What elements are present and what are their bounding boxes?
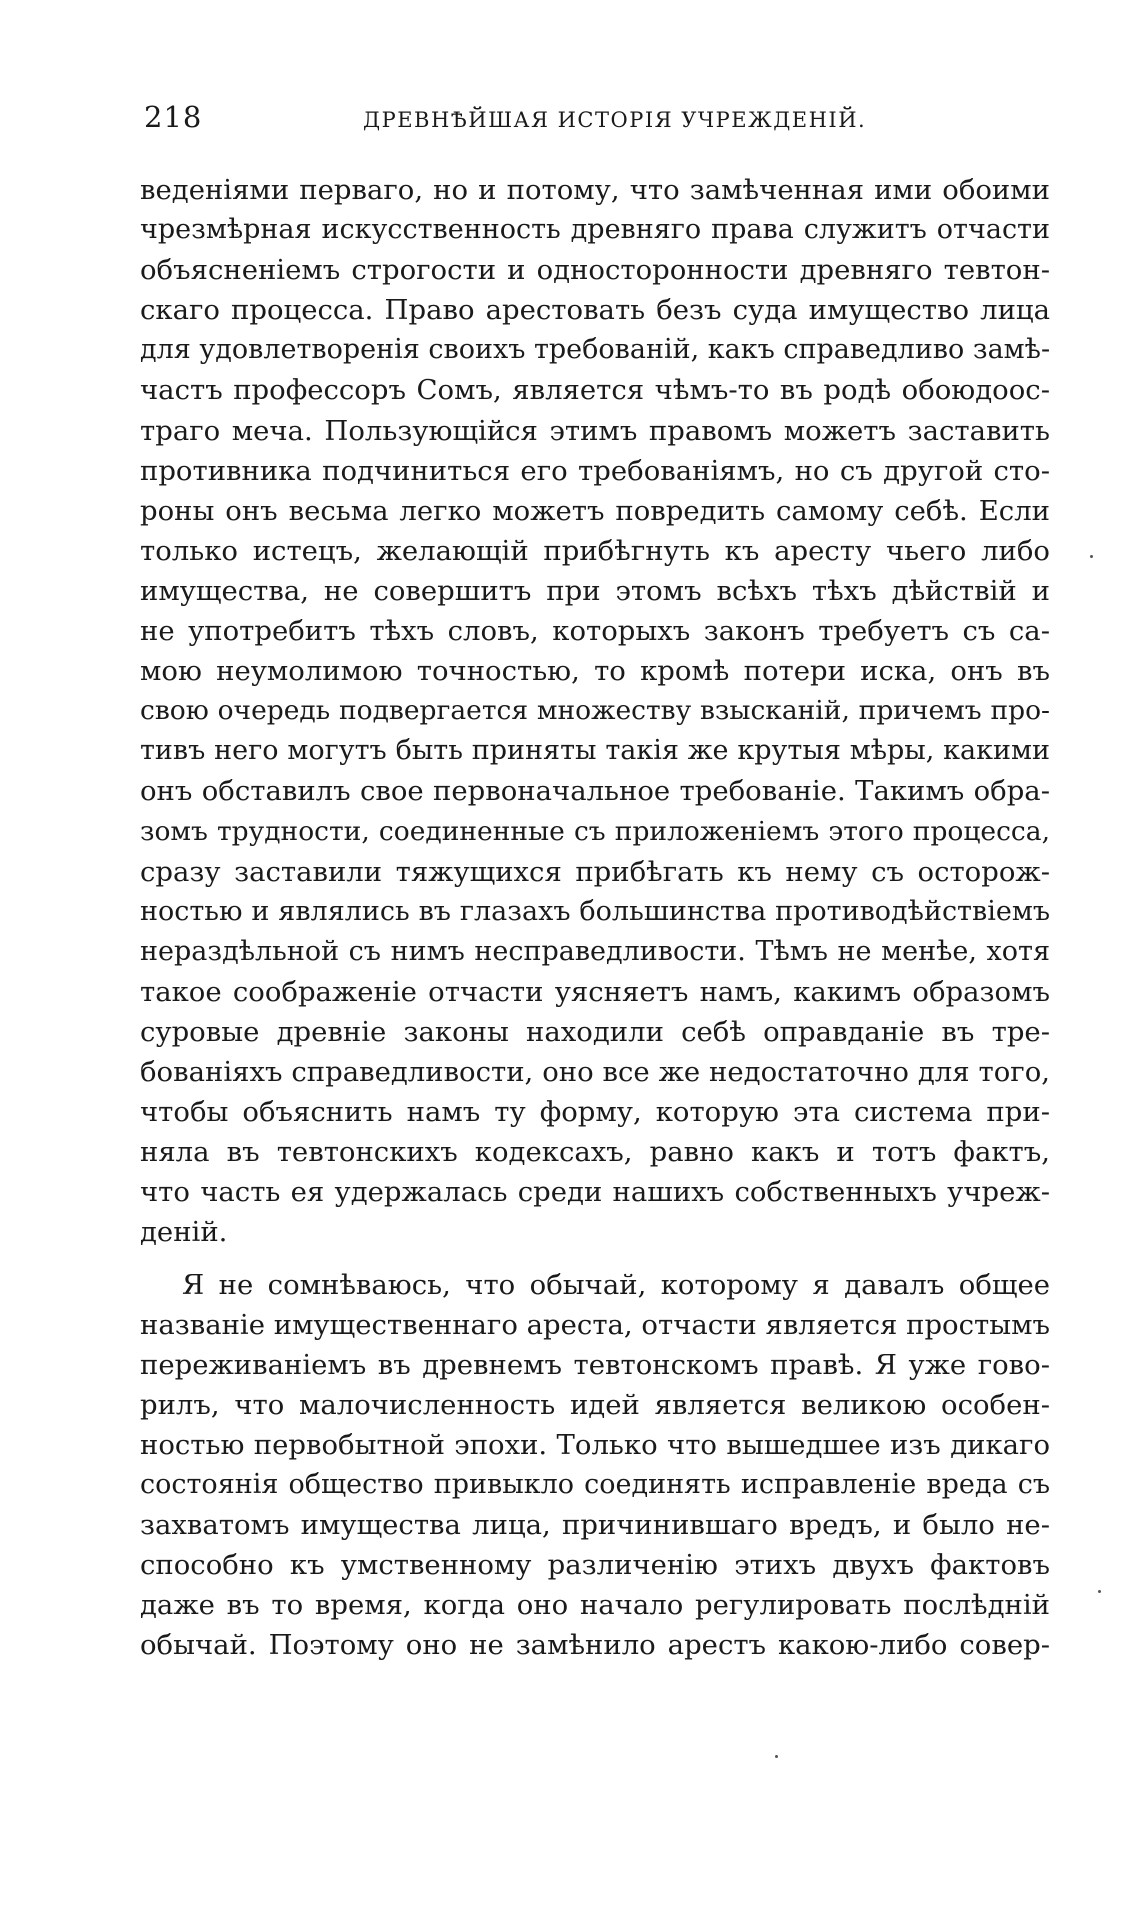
text-line: имущества, не совершитъ при этомъ всѣхъ тѣхъ дѣйствій и bbox=[140, 574, 1050, 607]
text-line: рилъ, что малочисленность идей является великою особен- bbox=[140, 1388, 1050, 1421]
text-line: свою очередь подвергается множеству взысканій, причемъ про- bbox=[140, 695, 1050, 727]
text-line: захватомъ имущества лица, причинившаго вредъ, и было не- bbox=[140, 1509, 1050, 1542]
text-line: бованіяхъ справедливости, оно все же недостаточно для того, bbox=[140, 1056, 1050, 1089]
text-line: сразу заставили тяжущихся прибѣгать къ нему съ осторож- bbox=[140, 855, 1050, 888]
running-title: ДРЕВНѢЙШАЯ ИСТОРІЯ УЧРЕЖДЕНІЙ. bbox=[363, 108, 867, 132]
text-line: объясненіемъ строгости и односторонности древняго тевтон- bbox=[140, 254, 1050, 287]
text-line: суровые древніе законы находили себѣ оправданіе въ тре- bbox=[140, 1015, 1050, 1048]
text-line: названіе имущественнаго ареста, отчасти является простымъ bbox=[140, 1308, 1050, 1341]
page-header bbox=[140, 100, 1050, 140]
paragraph-1 bbox=[140, 170, 1050, 1253]
text-line: способно къ умственному различенію этихъ двухъ фактовъ bbox=[140, 1549, 1050, 1582]
text-line: деній. bbox=[140, 1216, 228, 1249]
text-line: чтобы объяснить намъ ту форму, которую эта система при- bbox=[140, 1096, 1050, 1129]
print-speck bbox=[1098, 1590, 1101, 1593]
text-line: онъ обставилъ свое первоначальное требованіе. Такимъ обра- bbox=[140, 775, 1050, 808]
text-line: обычай. Поэтому оно не замѣнило арестъ какою-либо совер- bbox=[140, 1629, 1050, 1662]
paragraph-2 bbox=[140, 1265, 1050, 1666]
page-number: 218 bbox=[144, 100, 203, 134]
text-line: только истецъ, желающій прибѣгнуть къ аресту чьего либо bbox=[140, 534, 1050, 567]
text-line: нераздѣльной съ нимъ несправедливости. Тѣмъ не менѣе, хотя bbox=[140, 935, 1050, 967]
text-line: няла въ тевтонскихъ кодексахъ, равно какъ и тотъ фактъ, bbox=[140, 1136, 1050, 1169]
text-line: состоянія общество привыкло соединять исправленіе вреда съ bbox=[140, 1469, 1050, 1500]
print-speck bbox=[775, 1755, 778, 1758]
text-line: такое соображеніе отчасти уясняетъ намъ, какимъ образомъ bbox=[140, 975, 1050, 1008]
paragraph-gap bbox=[140, 1253, 1050, 1265]
text-line: тивъ него могутъ быть приняты такія же крутыя мѣры, какими bbox=[140, 735, 1050, 767]
text-line: ностью первобытной эпохи. Только что вышедшее изъ дикаго bbox=[140, 1428, 1050, 1461]
text-line: противника подчиниться его требованіямъ, но съ другой сто- bbox=[140, 454, 1050, 487]
text-line: веденіями перваго, но и потому, что замѣченная ими обоими bbox=[140, 174, 1050, 206]
text-line: переживаніемъ въ древнемъ тевтонскомъ правѣ. Я уже гово- bbox=[140, 1348, 1050, 1381]
text-line: Я не сомнѣваюсь, что обычай, которому я давалъ общее bbox=[182, 1268, 1050, 1301]
text-line: чрезмѣрная искусственность древняго права служитъ отчасти bbox=[140, 214, 1050, 246]
text-line: мою неумолимою точностью, то кромѣ потери иска, онъ въ bbox=[140, 655, 1050, 688]
text-line: ностью и являлись въ глазахъ большинства противодѣйствіемъ bbox=[140, 895, 1050, 927]
text-line: даже въ то время, когда оно начало регулировать послѣдній bbox=[140, 1589, 1050, 1622]
text-line: частъ профессоръ Сомъ, является чѣмъ-то въ родѣ обоюдоос- bbox=[140, 374, 1050, 407]
text-line: для удовлетворенія своихъ требованій, какъ справедливо замѣ- bbox=[140, 334, 1050, 366]
text-line: скаго процесса. Право арестовать безъ суда имущество лица bbox=[140, 294, 1050, 327]
print-speck bbox=[1090, 555, 1093, 558]
text-line: роны онъ весьма легко можетъ повредить самому себѣ. Если bbox=[140, 494, 1050, 527]
text-line: что часть ея удержалась среди нашихъ собственныхъ учреж- bbox=[140, 1176, 1050, 1209]
text-line: не употребитъ тѣхъ словъ, которыхъ законъ требуетъ съ са- bbox=[140, 615, 1050, 648]
text-line: зомъ трудности, соединенные съ приложеніемъ этого процесса, bbox=[140, 815, 1050, 847]
text-line: траго меча. Пользующійся этимъ правомъ можетъ заставить bbox=[140, 414, 1050, 447]
body-text bbox=[140, 170, 1050, 1665]
